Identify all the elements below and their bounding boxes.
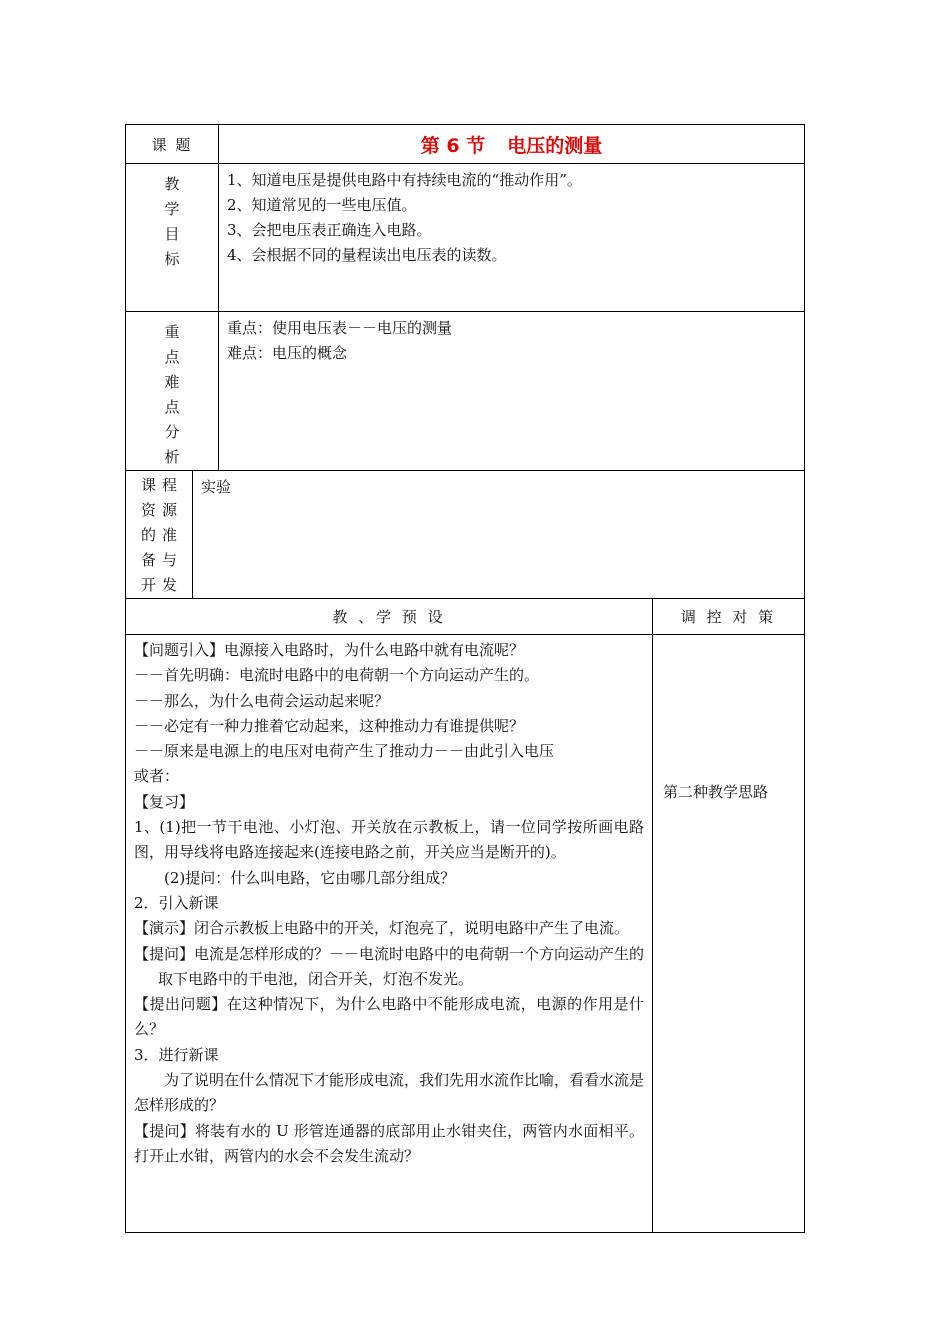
- design-paragraph: －－原来是电源上的电压对电荷产生了推动力－－由此引入电压: [134, 742, 555, 761]
- design-paragraph: －－那么，为什么电荷会运动起来呢？: [134, 691, 390, 710]
- strategy-header: 调 控 对 策: [653, 599, 805, 635]
- resources-label: 课程 资源 的准 备与 开发: [126, 471, 193, 599]
- key-points-row: [126, 312, 805, 471]
- design-paragraph: 【演示】闭合示教板上电路中的开关，灯泡亮了，说明电路中产生了电流。: [134, 919, 630, 938]
- lesson-title: [219, 125, 805, 164]
- key-point-item: 重点：使用电压表－－电压的测量: [227, 319, 453, 337]
- design-paragraph: －－首先明确：电流时电路中的电荷朝一个方向运动产生的。: [134, 666, 540, 685]
- key-points-content: [219, 312, 805, 471]
- design-paragraph: 2．引入新课: [134, 893, 219, 912]
- resources-row: [126, 471, 805, 599]
- design-header-row: [126, 599, 805, 635]
- objective-item: 3、会把电压表正确连入电路。: [227, 221, 432, 239]
- title-row: [126, 125, 805, 164]
- design-paragraph: 【提出问题】在这种情况下，为什么电路中不能形成电流，电源的作用是什么？: [134, 995, 644, 1039]
- design-paragraph: 为了说明在什么情况下才能形成电流，我们先用水流作比喻，看看水流是怎样形成的？: [134, 1071, 645, 1115]
- topic-label: 课 题: [126, 125, 219, 164]
- lesson-plan-table: [125, 124, 805, 1233]
- design-paragraph: 【提问】将装有水的 U 形管连通器的底部用止水钳夹住，两管内水面相平。打开止水钳，两管内的水会不会发生流动？: [134, 1121, 644, 1165]
- objective-item: 2、知道常见的一些电压值。: [227, 196, 417, 214]
- design-paragraph: 3．进行新课: [134, 1045, 219, 1064]
- lesson-number: 第 6 节: [420, 134, 486, 157]
- resources-content: [193, 471, 805, 599]
- design-paragraph: 【复习】: [134, 792, 195, 811]
- objective-item: 4、会根据不同的量程读出电压表的读数。: [227, 246, 507, 264]
- strategy-note: 第二种教学思路: [663, 783, 769, 801]
- resources-text: 实验: [201, 478, 232, 496]
- teaching-design-content: [126, 635, 653, 1233]
- design-paragraph: 【提问】电流是怎样形成的？－－电流时电路中的电荷朝一个方向运动产生的: [134, 944, 645, 963]
- objectives-row: [126, 164, 805, 312]
- design-paragraph: 1、(1)把一节干电池、小灯泡、开关放在示教板上，请一位同学按所画电路图，用导线将电路连接起来(连接电路之前，开关应当是断开的)。: [134, 818, 644, 862]
- objectives-content: [219, 164, 805, 312]
- design-paragraph: －－必定有一种力推着它动起来，这种推动力有谁提供呢？: [134, 716, 525, 735]
- key-point-item: 难点：电压的概念: [227, 344, 348, 362]
- key-points-label: 重 点 难 点 分 析: [126, 312, 219, 471]
- teaching-design-header: 教 、学 预 设: [126, 599, 653, 635]
- lesson-title-text: 电压的测量: [507, 134, 603, 157]
- objective-item: 1、知道电压是提供电路中有持续电流的“推动作用”。: [227, 171, 582, 189]
- design-paragraph: 或者：: [134, 767, 180, 786]
- design-body-row: [126, 635, 805, 1233]
- design-paragraph: 取下电路中的干电池，闭合开关，灯泡不发光。: [158, 969, 474, 988]
- objectives-label: 教 学 目 标: [126, 164, 219, 312]
- design-paragraph: (2)提问：什么叫电路，它由哪几部分组成？: [164, 868, 456, 887]
- strategy-content: [653, 635, 805, 1233]
- design-paragraph: 【问题引入】电源接入电路时，为什么电路中就有电流呢？: [134, 641, 525, 659]
